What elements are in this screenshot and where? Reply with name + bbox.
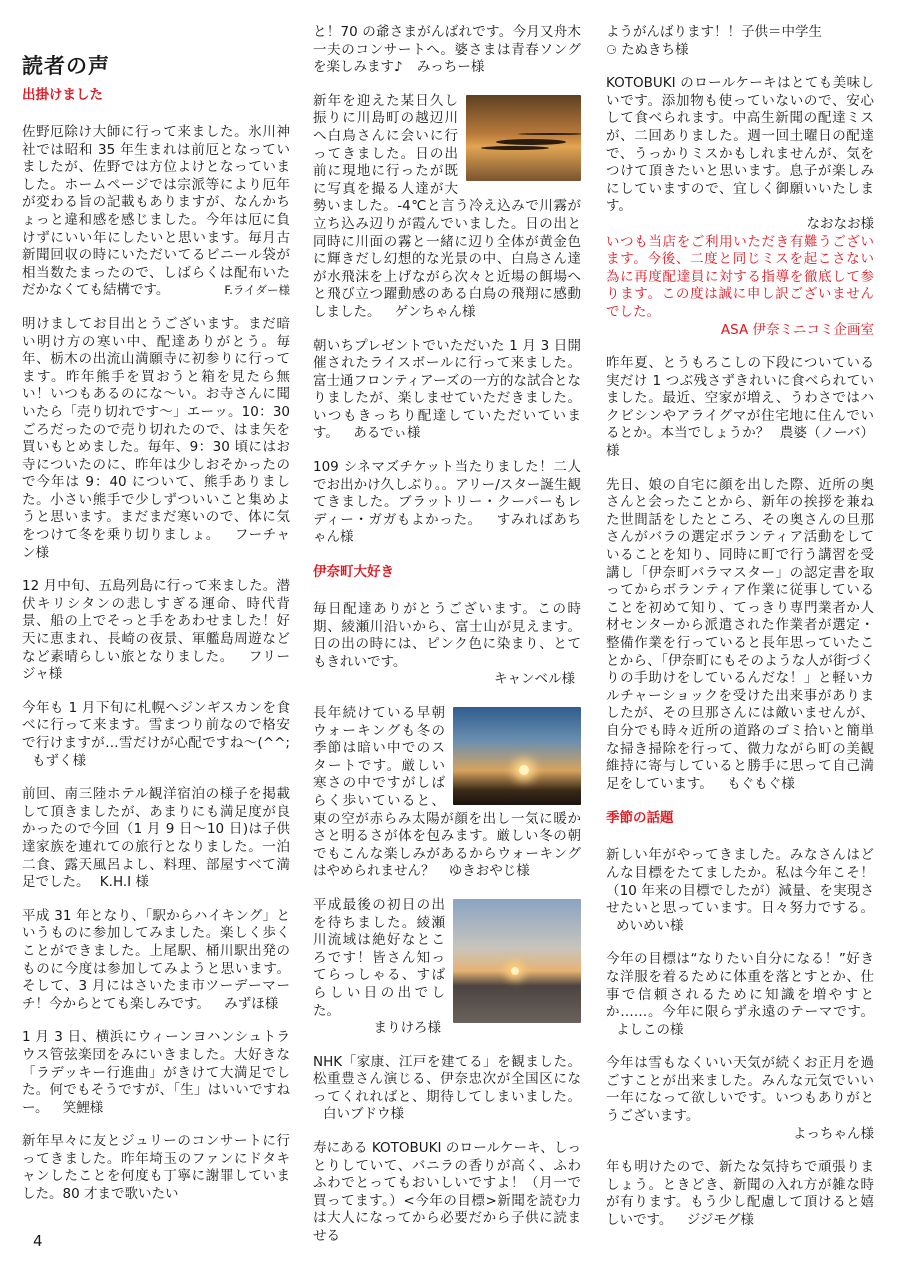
- reader-letter: [313, 338, 581, 444]
- letter-text: 1 月 3 日、横浜にウィーンヨハンシュトラウス管弦楽団をみにいきました。大好きな「ラデッキー行進曲」がきけて大満足でした。何でもそうですが、「生」はいいですねー。: [22, 1029, 290, 1116]
- reader-letter: [313, 1054, 581, 1124]
- letter-text: 年も明けたので、新たな気持ちで頑張りましょう。ときどき、新聞の入れ方が雑な時が有ります。もう少し配慮して頂けると嬉しいです。: [606, 1159, 874, 1229]
- reader-letter: [22, 578, 290, 684]
- letter-text: 新しい年がやってきました。みなさんはどんな目標をたてましたか。私は今年こそ！（10 年来の目標でしたが）減量、を実現させたいと思っています。日々努力でする。: [606, 847, 874, 917]
- reader-letter: [606, 75, 874, 339]
- reader-letter: [606, 24, 874, 59]
- reader-letter: [313, 93, 581, 322]
- letter-signature: F.ライダー様: [224, 283, 290, 298]
- reader-letter: [606, 355, 874, 461]
- letter-signature: フーチャン様: [22, 527, 290, 561]
- letter-signature: ゲンちゃん様: [394, 303, 476, 320]
- store-reply-text: いつも当店をご利用いただき有難うございます。今後、二度と同じミスを起こさない為に再度配達員に対する指導を徹底して参ります。この度は誠に申し訳ございませんでした。: [606, 233, 874, 320]
- letter-text: 前回、南三陸ホテル観洋宿泊の様子を掲載して頂きましたが、あまりにも満足度が良かったので今回（1 月 9 日〜10 日)は子供達家族を連れての旅行となりました。一泊二食、露天風呂よし、料理、部屋すべて満足でした。: [22, 786, 290, 891]
- letter-text: 佐野厄除け大師に行って来ました。氷川神社では昭和 35 年生まれは前厄となっていましたが、佐野では方位よけとなっていました。ホームページでは宗派等により厄年が変わる旨の記載もありますが、なんかちょっと違和感を感じました。今年は厄に負けずにいい年にしたいと思います。毎月古新聞回収の時にいただいてるビニール袋が相当数たまったので、しばらくは配布いただかなくても結構です。: [22, 124, 290, 299]
- letter-text: KOTOBUKI のロールケーキはとても美味しいです。添加物も使っていないので、安心して食べられます。中高生新聞の配達ミスが、二回ありました。週一回土曜日の配達で、うっかりミスかもしれませんが、気をつけて頂きたいと思います。息子が楽しみにしていますので、宜しく御願いいたします。: [606, 75, 874, 215]
- reader-letter: [313, 459, 581, 547]
- letter-signature: 笑鯉様: [62, 1099, 104, 1116]
- letter-signature: キャンベル様: [494, 671, 575, 688]
- reader-letter: [313, 705, 581, 881]
- reader-letter: [606, 951, 874, 1039]
- reader-letter: [606, 477, 874, 794]
- reader-letter: [22, 1029, 290, 1117]
- reader-letter: [313, 24, 581, 77]
- letter-text: 寿にある KOTOBUKI のロールケーキ、しっとりしていて、バニラの香りが高く、ふわふわでとってもおいしいですよ！（月一で買ってます。）<今年の目標>新聞を読む力は大人になってから必要だから子供に読ませる: [313, 1140, 581, 1245]
- letter-text: ようがんばります！！子供＝中学生: [606, 24, 822, 40]
- reader-letter: [606, 847, 874, 935]
- section-heading-outings: 出掛けました: [22, 87, 103, 103]
- letter-signature: 農婆（ノーバ）様: [606, 425, 875, 460]
- reader-letter: [606, 1159, 874, 1229]
- sunrise-photo: [453, 707, 581, 805]
- letter-text: 新年を迎えた某日久し振りに川島町の越辺川へ白鳥さんに会いに行ってきました。日の出前に現地に行ったが既に写真を撮る人達が大勢いました。-4℃と言う冷え込みで川霧が立ち込み辺りが霞んでいました。日の出と同時に川面の霧と一緒に辺り全体が黄金色に輝きだし幻想的な光景の中、白鳥さん達が水飛沫を上げながら次々と近場の餌場へと飛び立つ躍動感のある白鳥の飛翔に感動しました。: [313, 92, 581, 320]
- letter-signature: たぬきち様: [621, 41, 689, 58]
- letter-signature: 白いブドウ様: [323, 1106, 404, 1123]
- letter-signature: まりけろ様: [373, 1020, 441, 1037]
- letter-text: 長年続けている早朝ウォーキングも冬の季節は暗い中でのスタートです。厳しい寒さの中ですがしばらく歩いていると、東の空が赤らみ太陽が顔を出し一気に暖かさと明るさが体を包みます。厳しい冬の朝でもこんな楽しみがあるからウォーキングはやめられません？: [313, 705, 581, 880]
- letter-signature: めいめい様: [616, 917, 684, 934]
- page-title: 読者の声: [22, 54, 110, 78]
- column-1: [22, 86, 290, 1220]
- reader-letter: [22, 316, 290, 562]
- letter-text: 平成最後の初日の出を待ちました。綾瀬川流域は絶好なところです！皆さん知ってらっしゃる、すばらしい日の出でした。: [313, 896, 445, 1019]
- reader-letter: [606, 1055, 874, 1143]
- reader-letter: [313, 897, 581, 1038]
- letter-signature: もぐもぐ様: [727, 775, 795, 792]
- reader-letter: [22, 700, 290, 770]
- letter-text: 昨年夏、とうもろこしの下段についている実だけ 1 つぶ残さずきれいに食べられていました。最近、空家が増え、うわさではハクビシンやアライグマが住宅地に住んでいるとか。本当でしょうか？: [606, 355, 874, 442]
- letter-signature: フリージャ様: [22, 648, 291, 683]
- first-sunrise-photo: [453, 899, 581, 1023]
- letter-signature: もずく様: [32, 752, 86, 769]
- letter-text: 109 シネマズチケット当たりました！二人でお出かけ久しぶり。。アリー/スター誕生観てきました。ブラットリー・クーパーもレディー・ガガもよかった。: [313, 459, 581, 528]
- letter-text: と！70 の爺さまがんばれです。今月又舟木一夫のコンサートへ。婆さまは青春ソングを楽しみます♪: [313, 24, 581, 76]
- letter-text: 12 月中旬、五島列島に行って来ました。潜伏キリシタンの悲しすぎる運命、時代背景、船の上でそっと手をあわせました！好天に恵まれ、長崎の夜景、軍艦島周遊などなど素晴らしい旅となりました。: [22, 578, 290, 665]
- letter-text: 新年早々に友とジュリーのコンサートに行ってきました。昨年埼玉のファンにドタキャンしたことを何度も丁寧に謝罪していました。80 才まで歌いたい: [22, 1133, 290, 1203]
- reader-letter: [313, 601, 581, 689]
- reader-letter: [22, 908, 290, 1014]
- letter-signature: K.H.I 様: [99, 874, 149, 891]
- letter-signature: すみればあちゃん様: [313, 511, 582, 546]
- letter-signature: みずほ様: [224, 995, 279, 1012]
- letter-signature: なおなお様: [806, 215, 874, 232]
- store-reply-signature: ASA 伊奈ミニコミ企画室: [720, 321, 874, 338]
- letter-text: 明けましてお目出とうございます。まだ暗い明け方の寒い中、配達ありがとう。毎年、栃木の出流山満願寺に初参りに行ってます。昨年熊手を買おうと箱を見たら無い！いつもあるのにな〜い。お寺さんに聞いたら「売り切れです〜」エーッ。10：30 ごろだったので売り切れたので、はま矢を買いもとめました。毎年、9：30 頃にはお寺についたのに、昨年は少しおそかったので今年は 9：40 について、熊手ありました。小さい熊手で少しずついいこと集めようと思います。まだまだ寒いので、体に気をつけて冬を乗り切りましょ。: [22, 315, 290, 544]
- letter-signature: みっちー様: [416, 59, 485, 76]
- reader-letter: [313, 1140, 581, 1246]
- letter-signature: あるでぃ様: [353, 425, 421, 442]
- letter-text: 今年の目標は“なりたい自分になる！”好きな洋服を着るために体重を落とすとか、仕事で信頼されるために知識を増やすとか……。今年に限らず永遠のテーマです。: [606, 951, 874, 1021]
- letter-text: 今年も 1 月下旬に札幌へジンギスカンを食べに行って来ます。雪まつり前なので格安で行けますが…雪だけが心配ですね〜(^^;: [22, 699, 290, 751]
- swan-photo: [466, 95, 581, 181]
- letter-text: 今年は雪もなくいい天気が続くお正月を過ごすことが出来ました。みんな元気でいい一年になって欲しいです。いつもありがとうございます。: [606, 1055, 874, 1125]
- reader-letter: [22, 1133, 290, 1203]
- reader-letter: [22, 124, 290, 300]
- letter-signature: ゆきおやじ様: [448, 863, 530, 880]
- letter-text: 朝いちプレゼントでいただいた 1 月 3 日開催されたライスボールに行って来ました。富士通フロンティアーズの一方的な試合となりましたが、楽しませていただきました。いつもきっちり配達していただいています。: [313, 337, 581, 442]
- letter-text: NHK「家康、江戸を建てる」を観ました。松重豊さん演じる、伊奈忠次が全国区になってくれればと、期待してしまいました。: [313, 1053, 581, 1105]
- bicycle-icon: ⚆: [606, 42, 617, 57]
- letter-text: 平成 31 年となり、「駅からハイキング」というものに参加してみました。楽しく歩くことができました。上尾駅、桶川駅出発のものに今度は参加してみようと思います。そして、3 月にはさいたま市ツーデーマーチ！今からとても楽しみです。: [22, 907, 290, 1012]
- letter-text: 毎日配達ありがとうございます。この時期、綾瀬川沿いから、富士山が見えます。日の出の時には、ピンク色に染まり、とてもきれいです。: [313, 601, 581, 670]
- column-2: [313, 24, 581, 1262]
- reader-letter: [22, 786, 290, 892]
- letter-signature: よっちゃん様: [793, 1125, 874, 1142]
- letter-signature: ジジモグ様: [686, 1212, 754, 1229]
- letter-text: 先日、娘の自宅に顔を出した際、近所の奥さんと会ったことから、新年の挨拶を兼ねた世間話をしたところ、その奥さんの旦那さんがバラの選定ボランティア活動をしていることを知り、同時に町で行う講習を受講し「伊奈町バラマスター」の認定書を取ってからボランティア作業に従事していることを初めて知り、てっきり専門業者か人材センターから派遣された作業者が選定・整備作業を行っていると長年思っていたことから、「伊奈町にもそのような人が街づくりの手助けをしているんだな！」と軽いカルチャーショックを受けた出来事がありましたが、その旦那さんには敵いませんが、自分でも時々近所の道路のゴミ拾いと簡単な掃き掃除を行って、微力ながら町の美観維持に寄与していると勝手に思って自己満足をしています。: [606, 476, 874, 792]
- column-3: [606, 24, 874, 1246]
- section-heading-seasonal: 季節の話題: [606, 810, 674, 827]
- letter-signature: よしこの様: [616, 1021, 684, 1038]
- letters-list: [22, 124, 290, 1204]
- page-number: 4: [33, 1232, 43, 1250]
- section-heading-ina-town: 伊奈町大好き: [313, 564, 394, 581]
